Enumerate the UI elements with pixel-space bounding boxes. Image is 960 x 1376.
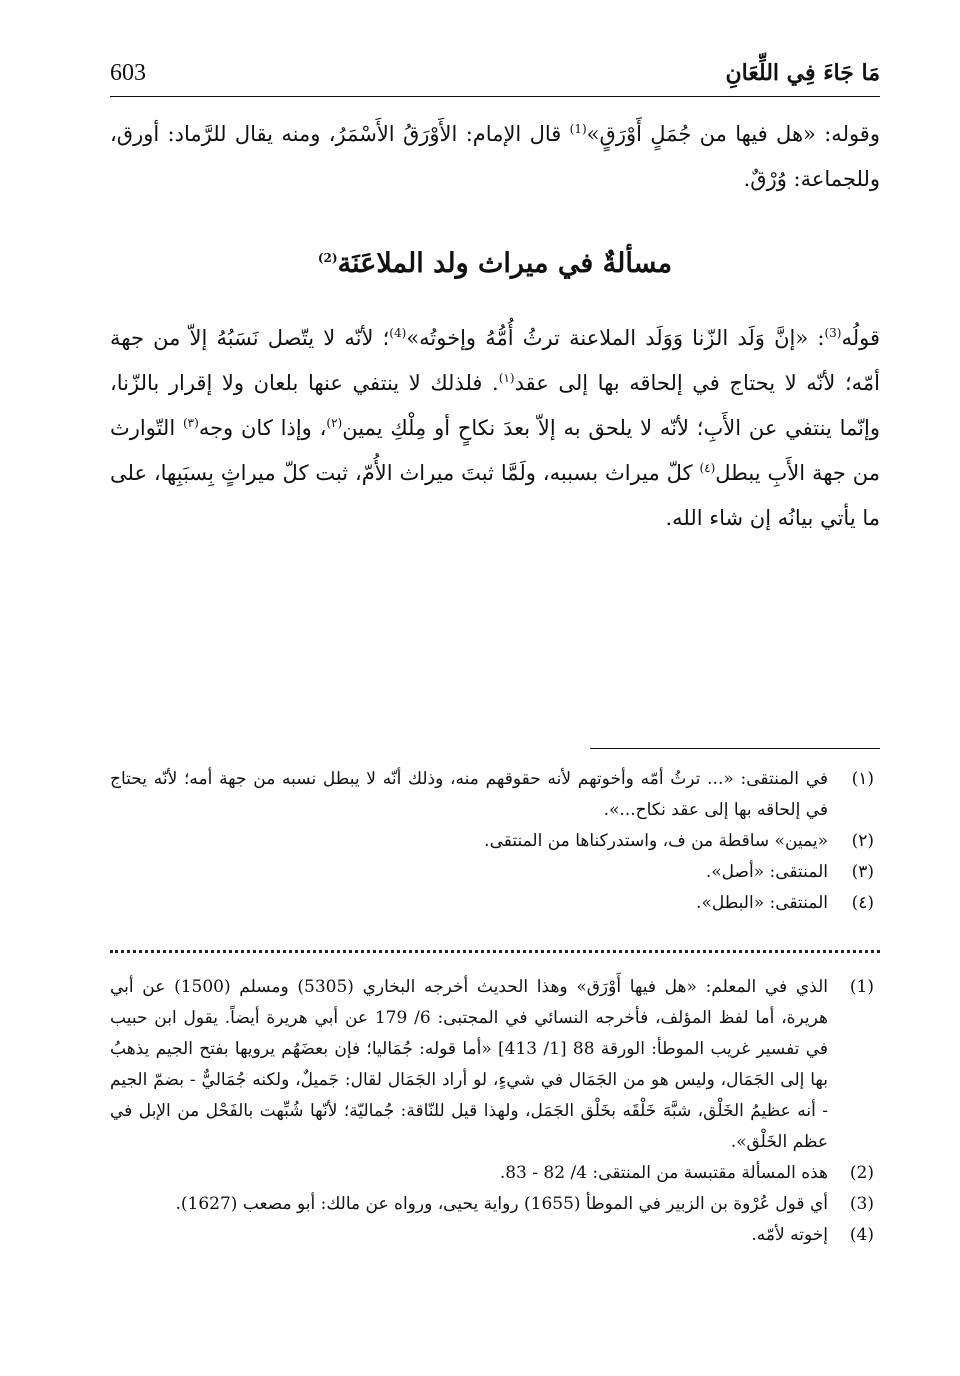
footnote-number: (٢) — [851, 831, 874, 851]
footnote-item — [110, 1158, 880, 1189]
section-heading — [110, 248, 880, 279]
footnote-item — [110, 888, 880, 919]
footnote-text: أي قول عُرْوة بن الزبير في الموطأ (1655) رواية يحيى، ورواه عن مالك: أبو مصعب (1627). — [175, 1194, 828, 1214]
footnote-number: (3) — [849, 1194, 874, 1214]
running-title: مَا جَاءَ فِي اللِّعَانِ — [725, 60, 880, 86]
footnote-number: (٤) — [851, 893, 874, 913]
page-number: 603 — [110, 60, 146, 86]
footnote-ref: (١) — [498, 371, 515, 385]
footnote-ref: (1) — [569, 122, 587, 136]
footnote-item — [110, 826, 880, 857]
footnote-item — [110, 1189, 880, 1220]
paragraph-1-text: وقوله: «هل فيها من جُمَلٍ أَوْرَقٍ» — [586, 122, 880, 146]
paragraph-2 — [110, 316, 880, 541]
section-heading-text: مسألةٌ في ميراث ولد الملاعَنَة — [337, 248, 673, 279]
footnote-number: (2) — [849, 1163, 874, 1183]
footnote-item — [110, 857, 880, 888]
paragraph-2-text: التّوارث من جهة الأَبِ يبطل — [110, 416, 880, 485]
footnote-item — [110, 1220, 880, 1251]
commentary-footnotes — [110, 972, 880, 1251]
footnote-ref: (4) — [389, 326, 407, 340]
footnote-text: المنتقى: «أصل». — [705, 862, 828, 882]
footnote-separator — [590, 748, 880, 749]
footnote-text: الذي في المعلم: «هل فيها أَوْرَق» وهذا الحديث أخرجه البخاري (5305) ومسلم (1500) عن أبي هريرة، أما لفظ المؤلف، فأخرجه النسائي في المجتبى: 6/ 179 عن أبي هريرة أيضاً. يقول ابن حبيب في تفسير غريب الموطأ: الورقة 88 [1/ 413] «أما قوله: جُمَاليا؛ فإن بعضَهُم يرويها بفتح الجيم يذهبُ بها إلى الجَمَال، وليس هو من الجَمَال في شيءٍ، لو أراد الجَمَال لقال: جَميلٌ، ولكنه جُمَاليٌّ - بضمّ الجيم - أنه عظيمُ الخَلْق، شبَّهَ خَلْقَه بخَلْق الجَمَل، ولهذا قيل للنّاقة: جُماليّة؛ لأنّها شُبِّهت بالفَحْل من الإبل في عظم الخَلْق». — [110, 977, 828, 1152]
footnote-item — [110, 972, 880, 1158]
footnote-ref: (2) — [317, 251, 338, 265]
footnote-ref: (٣) — [182, 416, 199, 430]
editor-footnotes — [110, 764, 880, 919]
paragraph-2-text: قولُه — [841, 326, 880, 350]
paragraph-1-text: قال الإمام: الأَوْرَقُ الأَسْمَرُ، ومنه يقال للرَّماد: أورق، وللجماعة: وُرْقٌ. — [110, 122, 880, 191]
header-rule — [110, 96, 880, 97]
footnote-text: المنتقى: «البطل». — [696, 893, 828, 913]
footnote-number: (٣) — [851, 862, 874, 882]
footnote-number: (1) — [849, 977, 874, 997]
footnote-text: «يمين» ساقطة من ف، واستدركناها من المنتقى. — [484, 831, 828, 851]
dotted-separator — [110, 950, 880, 953]
paragraph-2-text: ؛ لأنّه لا يتّصل نَسَبُهُ إلاّ من جهة أمّه؛ لأنّه لا يحتاج في إلحاقه بها إلى عقد — [110, 326, 881, 395]
paragraph-2-text: . فلذلك لا ينتفي عنها بلعان ولا إقرار بالزّنا، وإنّما ينتفي عن الأَبِ؛ لأنّه لا يلحق به إلاّ بعدَ نكاحٍ أو مِلْكِ يمين — [110, 371, 880, 440]
paragraph-2-text: : «إنَّ وَلَد الزّنا وَوَلَد الملاعنة ترثُ أُمُّهُ وإخوتُه» — [406, 326, 825, 350]
footnote-item — [110, 764, 880, 826]
paragraph-2-text: كلّ ميراث بسببه، ولَمَّا ثبتَ ميراث الأُمّ، ثبت كلّ ميراثٍ بِسبَبِها، على ما يأتي بيانُه إن شاء الله. — [110, 461, 880, 530]
footnote-ref: (٢) — [326, 416, 343, 430]
footnote-ref: (٤) — [699, 461, 716, 475]
footnote-number: (١) — [851, 769, 874, 789]
page-header — [110, 56, 880, 96]
footnote-text: هذه المسألة مقتبسة من المنتقى: 4/ 82 - 83. — [499, 1163, 828, 1183]
footnote-text: في المنتقى: «... ترثُ أمّه وأخوتهم لأنه حقوقهم منه، وذلك أنّه لا يبطل نسبه من جهة أمه؛ لأنّه يحتاج في إلحاقه بها إلى عقد نكاح...». — [110, 769, 828, 820]
footnote-ref: (3) — [824, 326, 842, 340]
footnote-number: (4) — [849, 1225, 874, 1245]
paragraph-1 — [110, 112, 880, 202]
footnote-text: إخوته لأمّه. — [751, 1225, 828, 1245]
paragraph-2-text: ، وإذا كان وجه — [198, 416, 327, 440]
